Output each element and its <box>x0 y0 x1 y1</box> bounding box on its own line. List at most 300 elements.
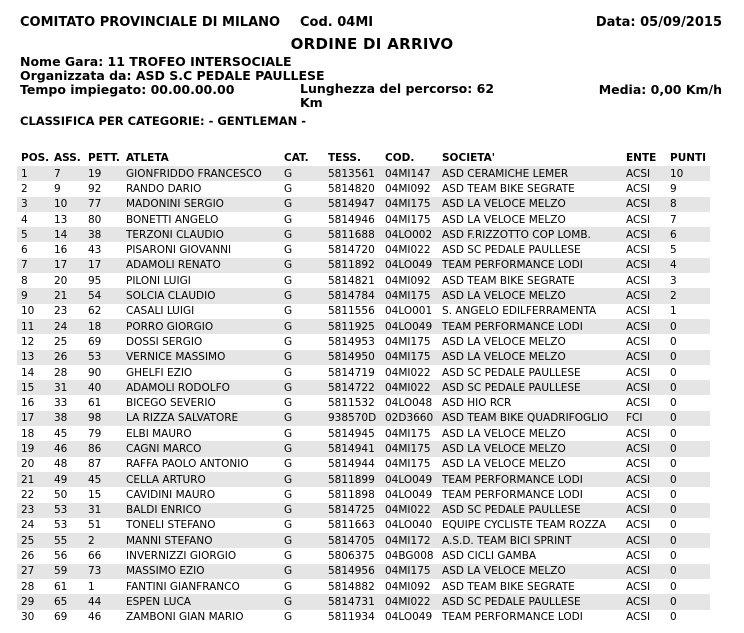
cell-cod: 04LO048 <box>385 397 433 410</box>
cell-ente: ACSI <box>622 564 666 579</box>
cell-societa: TEAM PERFORMANCE LODI <box>438 472 622 487</box>
cell-pos: 27 <box>17 564 50 579</box>
cell-cat: G <box>280 227 324 242</box>
cell-societa: ASD LA VELOCE MELZO <box>438 564 622 579</box>
cell-ass: 7 <box>50 166 84 181</box>
cell-ente: ACSI <box>626 397 651 410</box>
cell-ente: ACSI <box>626 519 651 532</box>
cell-pos: 1 <box>17 166 50 181</box>
cell-cat: G <box>280 472 324 487</box>
cell-societa: ASD LA VELOCE MELZO <box>438 288 622 303</box>
cell-pett: 90 <box>88 366 102 379</box>
cell-punti: 0 <box>670 366 677 379</box>
cell-ente: ACSI <box>622 319 666 334</box>
cell-pett: 53 <box>84 350 122 365</box>
cell-atleta: TONELI STEFANO <box>126 519 216 532</box>
cell-atleta: VERNICE MASSIMO <box>122 350 280 365</box>
cell-societa: ASD LA VELOCE MELZO <box>438 350 622 365</box>
cell-pos: 26 <box>21 550 35 563</box>
committee-name: COMITATO PROVINCIALE DI MILANO <box>20 15 281 30</box>
cell-cat: G <box>284 244 293 257</box>
cell-punti: 0 <box>670 397 677 410</box>
cell-tess: 5813561 <box>324 166 381 181</box>
cell-punti: 0 <box>670 458 677 471</box>
cell-cat: G <box>284 611 293 624</box>
cell-pett: 1 <box>88 580 95 593</box>
col-header-punti: PUNTI <box>670 151 707 164</box>
cell-ass: 38 <box>50 411 84 426</box>
cell-cod: 04LO049 <box>385 488 433 501</box>
cell-tess: 5814882 <box>328 580 375 593</box>
cell-ass: 46 <box>50 441 84 456</box>
cell-pos: 15 <box>17 380 50 395</box>
cell-punti: 2 <box>666 288 710 303</box>
cell-societa: TEAM PERFORMANCE LODI <box>438 258 622 273</box>
cell-ente: ACSI <box>622 350 666 365</box>
cell-cod: 04MI022 <box>385 244 431 257</box>
cell-tess: 5814956 <box>324 564 381 579</box>
col-header-atleta: ATLETA <box>126 151 169 164</box>
cell-ente: ACSI <box>622 197 666 212</box>
cell-cat: G <box>280 197 324 212</box>
cell-ass: 45 <box>54 427 68 440</box>
cell-pett: 66 <box>88 550 102 563</box>
cell-societa: ASD LA VELOCE MELZO <box>438 197 622 212</box>
cell-punti: 0 <box>670 550 677 563</box>
col-header-ass: ASS. <box>54 151 81 164</box>
cell-atleta: PILONI LUIGI <box>126 274 191 287</box>
cell-ente: ACSI <box>622 533 666 548</box>
cell-cod: 04MI175 <box>385 427 431 440</box>
cell-ente: FCI <box>622 411 666 426</box>
table-row <box>17 319 710 334</box>
cell-atleta: ELBI MAURO <box>126 427 192 440</box>
cell-ente: ACSI <box>626 458 651 471</box>
cell-pett: 18 <box>84 319 122 334</box>
cell-ente: ACSI <box>622 503 666 518</box>
cell-pos: 18 <box>21 427 35 440</box>
cell-cat: G <box>280 319 324 334</box>
cell-ass: 14 <box>50 227 84 242</box>
cell-cod: 04LO049 <box>381 258 438 273</box>
cell-cod: 04MI175 <box>385 458 431 471</box>
cell-cod: 04MI092 <box>385 182 431 195</box>
cell-tess: 5811934 <box>328 611 375 624</box>
cell-ente: ACSI <box>622 441 666 456</box>
cell-atleta: SOLCIA CLAUDIO <box>122 288 280 303</box>
cell-societa: ASD CICLI GAMBA <box>442 550 537 563</box>
cell-punti: 6 <box>666 227 710 242</box>
table-row <box>17 212 710 227</box>
cell-cod: 04MI175 <box>381 197 438 212</box>
cell-punti: 5 <box>670 244 677 257</box>
cell-cat: G <box>280 441 324 456</box>
cell-societa: ASD SC PEDALE PAULLESE <box>442 244 581 257</box>
table-row <box>17 242 710 257</box>
cell-punti: 0 <box>666 319 710 334</box>
time-taken: Tempo impiegato: 00.00.00.00 <box>20 82 235 97</box>
cell-ente: ACSI <box>626 580 651 593</box>
cell-cod: 04MI175 <box>381 350 438 365</box>
cell-societa: ASD LA VELOCE MELZO <box>442 335 566 348</box>
cell-pett: 86 <box>84 441 122 456</box>
cell-societa: TEAM PERFORMANCE LODI <box>442 611 583 624</box>
cell-societa: ASD SC PEDALE PAULLESE <box>438 380 622 395</box>
cell-pett: 43 <box>88 244 102 257</box>
cell-cod: 04LO001 <box>385 305 433 318</box>
cell-ente: ACSI <box>626 244 651 257</box>
cell-atleta: CELLA ARTURO <box>122 472 280 487</box>
table-row <box>17 487 710 502</box>
cell-atleta: ESPEN LUCA <box>122 594 280 609</box>
cell-cat: G <box>280 411 324 426</box>
table-row <box>17 380 710 395</box>
cell-punti: 0 <box>666 533 710 548</box>
race-name: Nome Gara: 11 TROFEO INTERSOCIALE <box>20 54 292 69</box>
category-heading: CLASSIFICA PER CATEGORIE: - GENTLEMAN - <box>20 114 307 128</box>
cell-pos: 12 <box>21 335 35 348</box>
cell-cod: 04LO049 <box>381 472 438 487</box>
cell-cod: 04MI092 <box>385 274 431 287</box>
table-row <box>17 334 710 349</box>
cell-pos: 20 <box>21 458 35 471</box>
cell-ass: 33 <box>54 397 68 410</box>
cell-tess: 5814947 <box>324 197 381 212</box>
cell-ass: 48 <box>54 458 68 471</box>
cell-pos: 7 <box>17 258 50 273</box>
cell-cod: 04MI092 <box>385 580 431 593</box>
cell-tess: 5811688 <box>324 227 381 242</box>
cell-ente: ACSI <box>626 550 651 563</box>
cell-atleta: ADAMOLI RENATO <box>122 258 280 273</box>
cell-ass: 61 <box>54 580 68 593</box>
table-row <box>17 548 710 563</box>
cell-pos: 5 <box>17 227 50 242</box>
cell-pett: 61 <box>88 397 102 410</box>
cell-societa: ASD SC PEDALE PAULLESE <box>442 366 581 379</box>
race-date: Data: 05/09/2015 <box>595 15 722 30</box>
course-length: Lunghezza del percorso: 62 Km <box>300 81 495 110</box>
table-header-row <box>17 149 710 166</box>
cell-pett: 87 <box>88 458 102 471</box>
table-row <box>17 395 710 410</box>
table-row <box>17 426 710 441</box>
cell-cat: G <box>280 503 324 518</box>
col-header-cod: COD. <box>385 151 415 164</box>
cell-tess: 5811532 <box>328 397 375 410</box>
cell-ass: 17 <box>50 258 84 273</box>
cell-tess: 5814731 <box>324 594 381 609</box>
cell-punti: 0 <box>670 427 677 440</box>
cell-pos: 9 <box>17 288 50 303</box>
cell-atleta: CAVIDINI MAURO <box>126 488 216 501</box>
cell-cat: G <box>280 350 324 365</box>
cell-ass: 53 <box>50 503 84 518</box>
cell-cod: 04MI175 <box>381 288 438 303</box>
cell-ass: 16 <box>54 244 68 257</box>
cell-pos: 11 <box>17 319 50 334</box>
cell-pos: 2 <box>21 182 28 195</box>
cell-ente: ACSI <box>626 488 651 501</box>
cell-pos: 21 <box>17 472 50 487</box>
cell-cat: G <box>280 166 324 181</box>
cell-pett: 40 <box>84 380 122 395</box>
col-header-pett: PETT. <box>88 151 120 164</box>
col-header-cat: CAT. <box>284 151 309 164</box>
cell-cat: G <box>284 305 293 318</box>
cell-ass: 55 <box>50 533 84 548</box>
table-row <box>17 457 710 472</box>
cell-pos: 13 <box>17 350 50 365</box>
cell-cod: 04BG008 <box>385 550 434 563</box>
cell-ente: ACSI <box>626 335 651 348</box>
cell-pett: 92 <box>88 182 102 195</box>
cell-cod: 04MI175 <box>381 564 438 579</box>
cell-pos: 4 <box>21 213 28 226</box>
col-header-societa: SOCIETA' <box>442 151 495 164</box>
cell-societa: TEAM PERFORMANCE LODI <box>442 488 583 501</box>
cell-pos: 24 <box>21 519 35 532</box>
cell-ente: ACSI <box>626 182 651 195</box>
cell-ass: 21 <box>50 288 84 303</box>
cell-societa: TEAM PERFORMANCE LODI <box>438 319 622 334</box>
cell-tess: 5814946 <box>328 213 375 226</box>
cell-societa: ASD TEAM BIKE SEGRATE <box>442 274 575 287</box>
cell-cat: G <box>284 488 293 501</box>
cell-tess: 5811556 <box>328 305 375 318</box>
cell-atleta: PORRO GIORGIO <box>122 319 280 334</box>
cell-ente: ACSI <box>626 305 651 318</box>
cell-pett: 38 <box>84 227 122 242</box>
cell-cod: 04MI172 <box>381 533 438 548</box>
results-table <box>17 149 710 625</box>
cell-societa: ASD F.RIZZOTTO COP LOMB. <box>438 227 622 242</box>
cell-punti: 10 <box>666 166 710 181</box>
cell-punti: 3 <box>670 274 677 287</box>
cell-cat: G <box>284 458 293 471</box>
table-row <box>17 258 710 273</box>
cell-punti: 4 <box>666 258 710 273</box>
cell-cod: 04MI022 <box>385 366 431 379</box>
cell-atleta: CASALI LUIGI <box>126 305 195 318</box>
cell-punti: 0 <box>670 611 677 624</box>
cell-tess: 938570D <box>324 411 381 426</box>
cell-pos: 28 <box>21 580 35 593</box>
cell-pett: 15 <box>88 488 102 501</box>
cell-pos: 8 <box>21 274 28 287</box>
cell-pett: 51 <box>88 519 102 532</box>
cell-punti: 8 <box>666 197 710 212</box>
cell-pett: 46 <box>88 611 102 624</box>
cell-tess: 5814725 <box>324 503 381 518</box>
cell-cod: 02D3660 <box>381 411 438 426</box>
cell-societa: ASD TEAM BIKE SEGRATE <box>442 580 575 593</box>
cell-pett: 44 <box>84 594 122 609</box>
cell-tess: 5814705 <box>324 533 381 548</box>
cell-atleta: BALDI ENRICO <box>122 503 280 518</box>
cell-pos: 29 <box>17 594 50 609</box>
cell-pos: 6 <box>21 244 28 257</box>
cell-punti: 0 <box>670 580 677 593</box>
cell-pos: 3 <box>17 197 50 212</box>
cell-societa: A.S.D. TEAM BICI SPRINT <box>438 533 622 548</box>
table-row <box>17 227 710 242</box>
cell-cod: 04MI175 <box>385 335 431 348</box>
cell-societa: ASD CERAMICHE LEMER <box>438 166 622 181</box>
cell-atleta: MADONINI SERGIO <box>122 197 280 212</box>
cell-punti: 0 <box>666 472 710 487</box>
table-row <box>17 472 710 487</box>
cell-pos: 22 <box>21 488 35 501</box>
cell-atleta: GHELFI EZIO <box>126 366 193 379</box>
cell-pett: 95 <box>88 274 102 287</box>
cell-atleta: PISARONI GIOVANNI <box>126 244 232 257</box>
average-speed: Media: 0,00 Km/h <box>598 82 722 97</box>
cell-cod: 04LO002 <box>381 227 438 242</box>
cell-pos: 23 <box>17 503 50 518</box>
results-body <box>17 166 710 625</box>
cell-ass: 59 <box>50 564 84 579</box>
cell-societa: ASD LA VELOCE MELZO <box>442 458 566 471</box>
cell-ass: 24 <box>50 319 84 334</box>
cell-punti: 7 <box>670 213 677 226</box>
cell-punti: 0 <box>670 488 677 501</box>
cell-atleta: MASSIMO EZIO <box>122 564 280 579</box>
cell-ass: 13 <box>54 213 68 226</box>
committee-code: Cod. 04MI <box>300 15 374 30</box>
table-row <box>17 610 710 625</box>
table-row <box>17 166 710 181</box>
cell-pos: 16 <box>21 397 35 410</box>
cell-atleta: RANDO DARIO <box>126 182 202 195</box>
col-header-pos: POS. <box>21 151 50 164</box>
cell-societa: ASD SC PEDALE PAULLESE <box>438 594 622 609</box>
cell-cat: G <box>284 519 293 532</box>
cell-ente: ACSI <box>622 288 666 303</box>
cell-cod: 04MI022 <box>381 380 438 395</box>
cell-ente: ACSI <box>622 380 666 395</box>
cell-tess: 5811925 <box>324 319 381 334</box>
cell-pett: 31 <box>84 503 122 518</box>
page-title: ORDINE DI ARRIVO <box>290 35 454 53</box>
table-row <box>17 503 710 518</box>
cell-cat: G <box>284 580 293 593</box>
cell-cat: G <box>284 397 293 410</box>
cell-punti: 0 <box>670 335 677 348</box>
cell-cod: 04LO040 <box>385 519 433 532</box>
table-row <box>17 288 710 303</box>
cell-atleta: BONETTI ANGELO <box>126 213 219 226</box>
cell-societa: ASD LA VELOCE MELZO <box>442 427 566 440</box>
cell-cod: 04MI022 <box>381 594 438 609</box>
cell-ente: ACSI <box>622 258 666 273</box>
table-row <box>17 350 710 365</box>
organizer: Organizzata da: ASD S.C PEDALE PAULLESE <box>20 68 325 83</box>
cell-cat: G <box>280 288 324 303</box>
cell-tess: 5814950 <box>324 350 381 365</box>
cell-punti: 0 <box>670 519 677 532</box>
cell-societa: ASD HIO RCR <box>442 397 512 410</box>
cell-cat: G <box>280 533 324 548</box>
cell-pos: 17 <box>17 411 50 426</box>
cell-societa: ASD LA VELOCE MELZO <box>442 213 566 226</box>
table-row <box>17 518 710 533</box>
cell-tess: 5814941 <box>324 441 381 456</box>
cell-pett: 80 <box>88 213 102 226</box>
cell-cat: G <box>284 182 293 195</box>
table-row <box>17 304 710 319</box>
col-header-ente: ENTE <box>626 151 657 164</box>
cell-pett: 77 <box>84 197 122 212</box>
cell-cod: 04LO049 <box>385 611 433 624</box>
cell-atleta: LA RIZZA SALVATORE <box>122 411 280 426</box>
cell-ass: 49 <box>50 472 84 487</box>
cell-societa: ASD TEAM BIKE QUADRIFOGLIO <box>438 411 622 426</box>
cell-pett: 79 <box>88 427 102 440</box>
cell-societa: EQUIPE CYCLISTE TEAM ROZZA <box>442 519 607 532</box>
cell-atleta: FANTINI GIANFRANCO <box>126 580 240 593</box>
cell-cat: G <box>284 366 293 379</box>
cell-ente: ACSI <box>626 274 651 287</box>
cell-pett: 69 <box>88 335 102 348</box>
table-row <box>17 533 710 548</box>
cell-tess: 5811898 <box>328 488 375 501</box>
cell-ass: 25 <box>54 335 68 348</box>
cell-ente: ACSI <box>622 594 666 609</box>
cell-pos: 14 <box>21 366 35 379</box>
cell-ente: ACSI <box>626 213 651 226</box>
table-row <box>17 441 710 456</box>
cell-pos: 25 <box>17 533 50 548</box>
cell-tess: 5814821 <box>328 274 375 287</box>
cell-atleta: INVERNIZZI GIORGIO <box>126 550 237 563</box>
cell-ass: 31 <box>50 380 84 395</box>
cell-cat: G <box>280 564 324 579</box>
table-row <box>17 594 710 609</box>
cell-cod: 04MI147 <box>381 166 438 181</box>
cell-punti: 1 <box>670 305 677 318</box>
cell-pos: 10 <box>21 305 35 318</box>
cell-atleta: DOSSI SERGIO <box>126 335 203 348</box>
cell-atleta: GIONFRIDDO FRANCESCO <box>122 166 280 181</box>
cell-pett: 45 <box>84 472 122 487</box>
cell-cod: 04LO049 <box>381 319 438 334</box>
cell-ass: 65 <box>50 594 84 609</box>
cell-atleta: ADAMOLI RODOLFO <box>122 380 280 395</box>
table-row <box>17 197 710 212</box>
cell-cod: 04MI175 <box>381 441 438 456</box>
table-row <box>17 411 710 426</box>
cell-ente: ACSI <box>626 611 651 624</box>
cell-cat: G <box>284 335 293 348</box>
cell-tess: 5814784 <box>324 288 381 303</box>
cell-tess: 5814953 <box>328 335 375 348</box>
cell-atleta: ZAMBONI GIAN MARIO <box>126 611 244 624</box>
cell-pett: 98 <box>84 411 122 426</box>
cell-cat: G <box>280 258 324 273</box>
cell-societa: ASD SC PEDALE PAULLESE <box>438 503 622 518</box>
cell-tess: 5811663 <box>328 519 375 532</box>
cell-pett: 73 <box>84 564 122 579</box>
cell-atleta: MANNI STEFANO <box>122 533 280 548</box>
cell-punti: 0 <box>666 380 710 395</box>
cell-ass: 26 <box>50 350 84 365</box>
cell-tess: 5814945 <box>328 427 375 440</box>
cell-tess: 5814944 <box>328 458 375 471</box>
cell-atleta: CAGNI MARCO <box>122 441 280 456</box>
cell-pett: 62 <box>88 305 102 318</box>
cell-atleta: RAFFA PAOLO ANTONIO <box>126 458 249 471</box>
